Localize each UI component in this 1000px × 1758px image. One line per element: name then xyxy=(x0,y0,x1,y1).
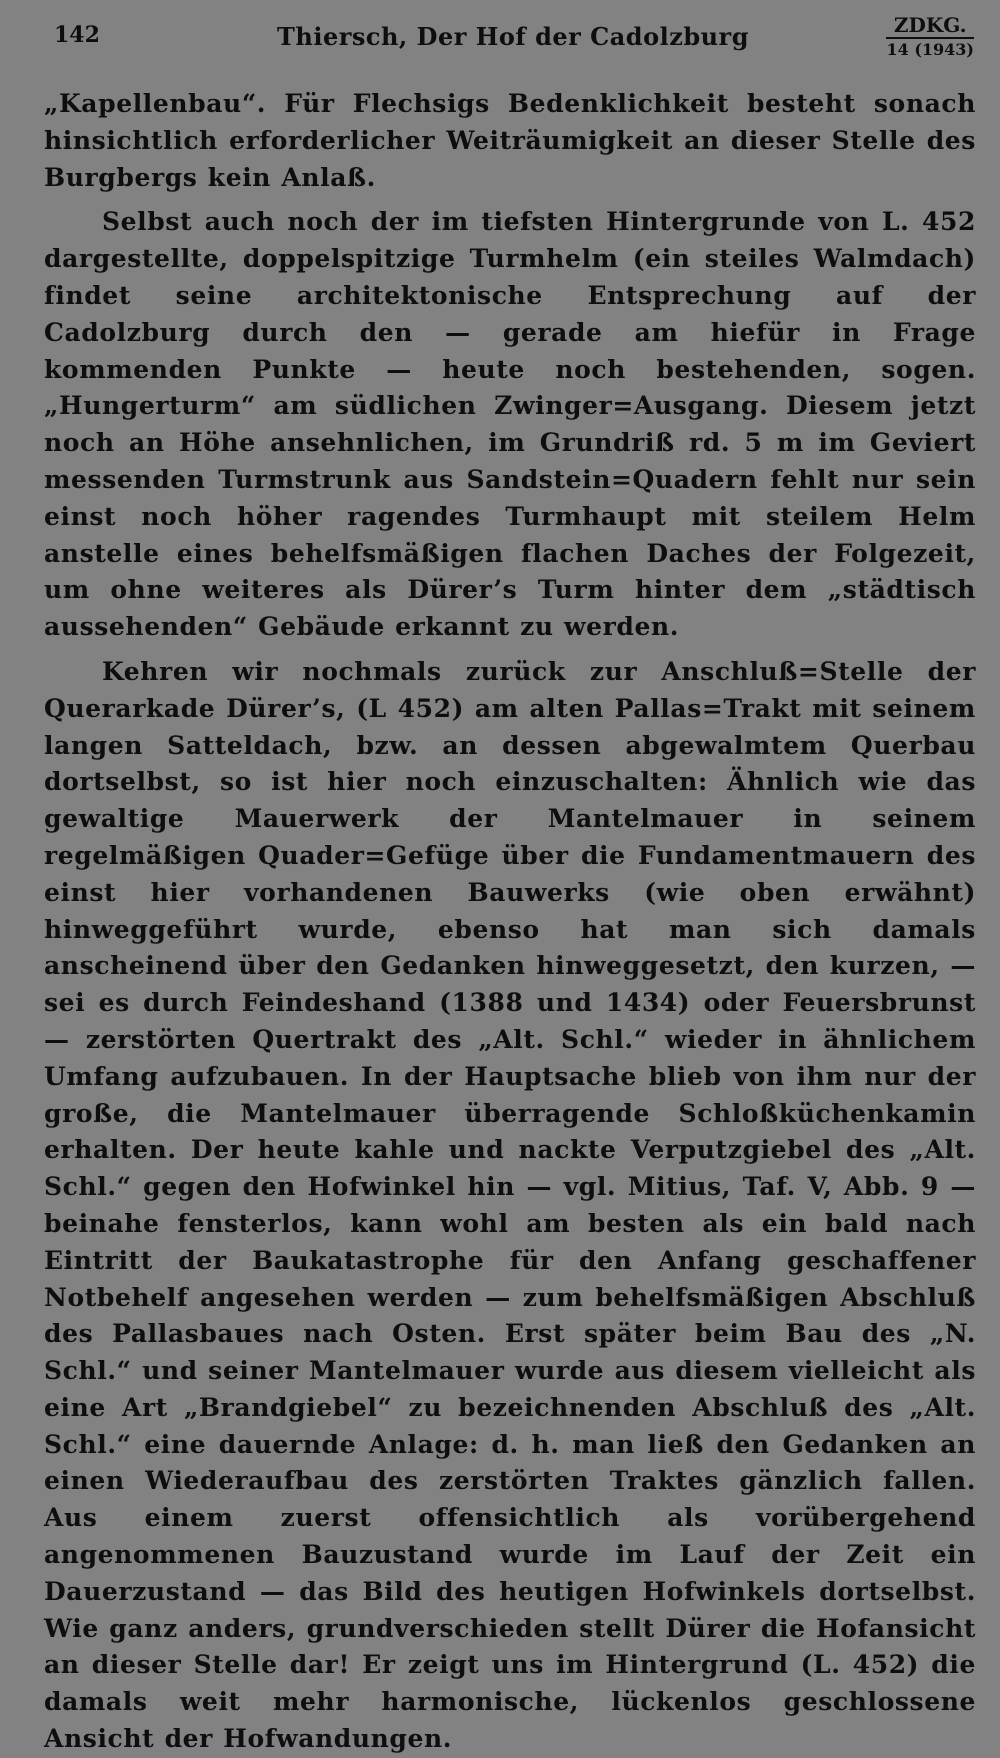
journal-rule xyxy=(886,37,974,39)
body-text xyxy=(44,86,976,1758)
page-header xyxy=(48,14,978,66)
journal-issue: 14 (1943) xyxy=(886,40,974,59)
running-title: Thiersch, Der Hof der Cadolzburg xyxy=(277,22,749,51)
journal-reference xyxy=(886,14,974,59)
journal-abbreviation: ZDKG. xyxy=(893,13,967,37)
page-number: 142 xyxy=(54,22,100,48)
paragraph-hungerturm: Selbst auch noch der im tiefsten Hintergrunde von L. 452 dargestellte, doppelspitzige Turmhelm (ein steiles Walmdach) findet seine architektonische Entsprechung auf der Cadolzburg durch den — gerade am hiefür in Frage kommenden Punkte — heute noch bestehenden, sogen. „Hungerturm“ am südlichen Zwinger=Ausgang. Diesem jetzt noch an Höhe ansehnlichen, im Grundriß rd. 5 m im Geviert messenden Turmstrunk aus Sandstein=Quadern fehlt nur sein einst noch höher ragendes Turmhaupt mit steilem Helm anstelle eines behelfsmäßigen flachen Daches der Folgezeit, um ohne weiteres als Dürer’s Turm hinter dem „städtisch aussehenden“ Gebäude erkannt zu werden. xyxy=(44,207,976,642)
paragraph-querarkade: Kehren wir nochmals zurück zur Anschluß=Stelle der Querarkade Dürer’s, (L 452) am alten Pallas=Trakt mit seinem langen Satteldach, bzw. an dessen abgewalmtem Querbau dortselbst, so ist hier noch einzuschalten: Ähnlich wie das gewaltige Mauerwerk der Mantelmauer in seinem regelmäßigen Quader=Gefüge über die Fundamentmauern des einst hier vorhandenen Bauwerks (wie oben erwähnt) hinweggeführt wurde, ebenso hat man sich damals anscheinend über den Gedanken hinweggesetzt, den kurzen, — sei es durch Feindeshand (1388 und 1434) oder Feuersbrunst — zerstörten Quertrakt des „Alt. Schl.“ wieder in ähnlichem Umfang aufzubauen. In der Hauptsache blieb von ihm nur der große, die Mantelmauer überragende Schloßküchenkamin erhalten. Der heute kahle und nackte Verputzgiebel des „Alt. Schl.“ gegen den Hofwinkel hin — vgl. Mitius, Taf. V, Abb. 9 — beinahe fensterlos, kann wohl am besten als ein bald nach Eintritt der Baukatastrophe für den Anfang geschaffener Notbehelf angesehen werden — zum behelfsmäßigen Abschluß des Pallasbaues nach Osten. Erst später beim Bau des „N. Schl.“ und seiner Mantelmauer wurde aus diesem vielleicht als eine Art „Brandgiebel“ zu bezeichnenden Abschluß des „Alt. Schl.“ eine dauernde Anlage: d. h. man ließ den Gedanken an einen Wiederaufbau des zerstörten Traktes gänzlich fallen. Aus einem zuerst offensichtlich als vorübergehend angenommenen Bauzustand wurde im Lauf der Zeit ein Dauerzustand — das Bild des heutigen Hofwinkels dortselbst. Wie ganz anders, grundverschieden stellt Dürer die Hofansicht an dieser Stelle dar! Er zeigt uns im Hintergrund (L. 452) die damals weit mehr harmonische, lückenlos geschlossene Ansicht der Hofwandungen. xyxy=(44,656,976,1754)
paragraph-continuation: „Kapellenbau“. Für Flechsigs Bedenklichkeit besteht sonach hinsichtlich erforderlicher Weiträumigkeit an dieser Stelle des Burgbergs kein Anlaß. xyxy=(44,89,976,192)
